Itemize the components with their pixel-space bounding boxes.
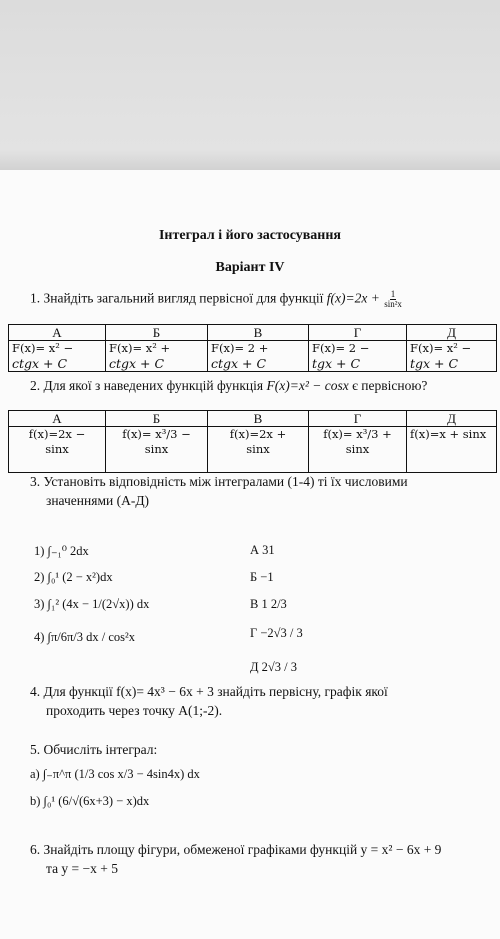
q2-option-b: f(x)= x³/3 − sinx — [106, 427, 208, 473]
q1-header-v: В — [208, 325, 309, 341]
integral-2: 2) ∫₀¹ (2 − x²)dx — [34, 570, 113, 584]
question-1-function: f(x)=2x + — [326, 290, 380, 306]
q1-option-v: F(x)= 2 + ctgx + C — [208, 341, 309, 372]
q2-option-a: f(x)=2x − sinx — [9, 427, 106, 473]
question-1-answer-table — [8, 324, 497, 372]
question-3-line-2: значеннями (А-Д) — [46, 493, 150, 508]
answer-g: Г −2√3 / 3 — [250, 626, 303, 640]
q2-header-a: А — [9, 411, 106, 427]
q1-option-a: F(x)= x² − ctgx + C — [9, 341, 106, 372]
question-6-line-2: та y = −x + 5 — [46, 861, 119, 876]
integral-4: 4) ∫π/6π/3 dx / cos²x — [34, 630, 136, 644]
q1-option-d: F(x)= x² − tgx + C — [407, 341, 497, 372]
answer-v: В 1 2/3 — [250, 597, 287, 611]
answer-d: Д 2√3 / 3 — [250, 660, 297, 674]
browser-top-band — [0, 0, 500, 170]
question-2-answer-table — [8, 410, 497, 473]
q2-header-d: Д — [407, 411, 497, 427]
q2-option-d: f(x)=x + sinx — [407, 427, 497, 473]
answer-a: А 31 — [250, 543, 275, 557]
question-2-function: F(x)=x² − cosx — [266, 378, 349, 393]
question-5-text: 5. Обчисліть інтеграл: — [30, 742, 158, 757]
q1-option-b: F(x)= x² + ctgx + C — [106, 341, 208, 372]
q2-header-g: Г — [309, 411, 407, 427]
q1-header-b: Б — [106, 325, 208, 341]
integral-3: 3) ∫₁² (4x − 1/(2√x)) dx — [34, 597, 150, 611]
q2-header-v: В — [208, 411, 309, 427]
q2-header-b: Б — [106, 411, 208, 427]
question-6-line-1: 6. Знайдіть площу фігури, обмеженої графіками функцій y = x² − 6x + 9 — [30, 842, 442, 857]
q2-option-g: f(x)= x³/3 + sinx — [309, 427, 407, 473]
q2-option-v: f(x)=2x + sinx — [208, 427, 309, 473]
question-2 — [30, 378, 427, 394]
q1-option-g: F(x)= 2 − tgx + C — [309, 341, 407, 372]
q1-header-d: Д — [407, 325, 497, 341]
question-1 — [30, 290, 403, 309]
question-5-part-a: a) ∫₋π^π (1/3 cos x/3 − 4sin4x) dx — [30, 767, 200, 781]
question-5-part-b: b) ∫₀¹ (6/√(6x+3) − x)dx — [30, 794, 150, 808]
question-3-line-1: 3. Установіть відповідність між інтегралами (1-4) ті їх числовими — [30, 474, 408, 489]
variant-label: Варіант IV — [215, 260, 285, 275]
q1-header-a: А — [9, 325, 106, 341]
integral-1: 1) ∫₋₁⁰ 2dx — [34, 544, 89, 558]
question-1-fraction: $\frac{1}{\text{sin²x}}$ — [384, 289, 402, 309]
question-1-text: 1. Знайдіть загальний вигляд первісної для функції — [30, 290, 324, 306]
question-2-text: 2. Для якої з наведених функцій функція — [30, 378, 264, 393]
question-2-suffix: є первісною? — [352, 378, 428, 393]
question-4-line-2: проходить через точку А(1;-2). — [46, 703, 223, 718]
document-title: Інтеграл і його застосування — [158, 228, 342, 243]
answer-b: Б −1 — [250, 570, 274, 584]
question-4-line-1: 4. Для функції f(x)= 4x³ − 6x + 3 знайдіть первісну, графік якої — [30, 684, 388, 699]
q1-header-g: Г — [309, 325, 407, 341]
